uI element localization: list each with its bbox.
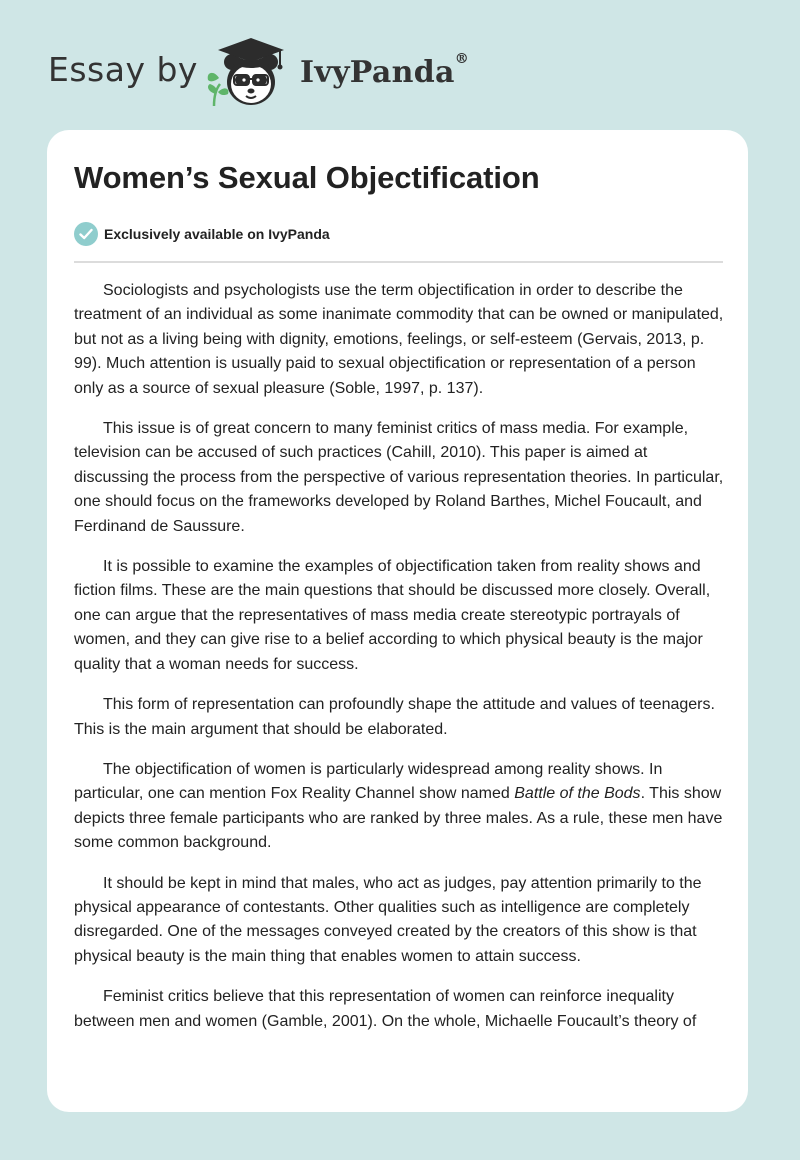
title-divider <box>74 261 723 263</box>
paragraph-7: Feminist critics believe that this representation of women can reinforce inequality between men and women (Gamble, 2001). On the whole, Michaelle Foucault’s theory of <box>74 988 697 1030</box>
site-header <box>0 0 800 130</box>
paragraph-3: It is possible to examine the examples of objectification taken from reality shows and fiction films. These are the main questions that should be discussed more closely. Overall, one can argue that the representatives of mass media create stereotypic portrayals of women, and they can give rise to a belief according to which physical beauty is the major quality that a woman needs for success. <box>74 558 711 673</box>
essay-title: Women’s Sexual Objectification <box>74 160 540 195</box>
panda-logo-icon[interactable] <box>200 34 292 110</box>
paragraph-5-end: . This show depicts three female participants who are ranked by three males. As a rule, these men have some common background. <box>74 785 723 852</box>
essay-card <box>47 130 748 1112</box>
registered-mark: ® <box>454 51 470 67</box>
paragraph-4: This form of representation can profoundly shape the attitude and values of teenagers. This is the main argument that should be elaborated. <box>74 696 715 738</box>
essay-body <box>74 279 725 1050</box>
paragraph-2: This issue is of great concern to many feminist critics of mass media. For example, television can be accused of such practices (Cahill, 2010). This paper is aimed at discussing the process from the perspective of various representation theories. In particular, one should focus on the frameworks developed by Roland Barthes, Michel Foucault, and Ferdinand de Saussure. <box>74 420 724 535</box>
paragraph-6: It should be kept in mind that males, who act as judges, pay attention primarily to the physical appearance of contestants. Other qualities such as intelligence are completely disregarded. One of the messages conveyed created by the creators of this show is that physical beauty is the main thing that enables women to attain success. <box>74 874 702 965</box>
paragraph-1: Sociologists and psychologists use the term objectification in order to describe the treatment of an individual as some inanimate commodity that can be owned or manipulated, but not as a living being with dignity, emotions, feelings, or self-esteem (Gervais, 2013, p. 99). Much attention is usually paid to sexual objectification or representation of a person only as a source of sexual pleasure (Soble, 1997, p. 137). <box>74 282 724 397</box>
check-circle-icon <box>74 222 98 246</box>
brand-text: IvyPanda <box>300 55 455 90</box>
show-title: Battle of the Bods <box>514 785 641 803</box>
exclusive-badge-label: Exclusively available on IvyPanda <box>104 226 330 242</box>
ivypanda-brand-name[interactable] <box>300 51 470 90</box>
paragraph-5-start: The objectification of women is particularly widespread among reality shows. In particular, one can mention Fox Reality Channel show named <box>74 760 663 803</box>
exclusive-badge <box>74 222 330 246</box>
paragraph-5 <box>74 758 725 856</box>
essay-by-label: Essay by <box>48 50 198 89</box>
